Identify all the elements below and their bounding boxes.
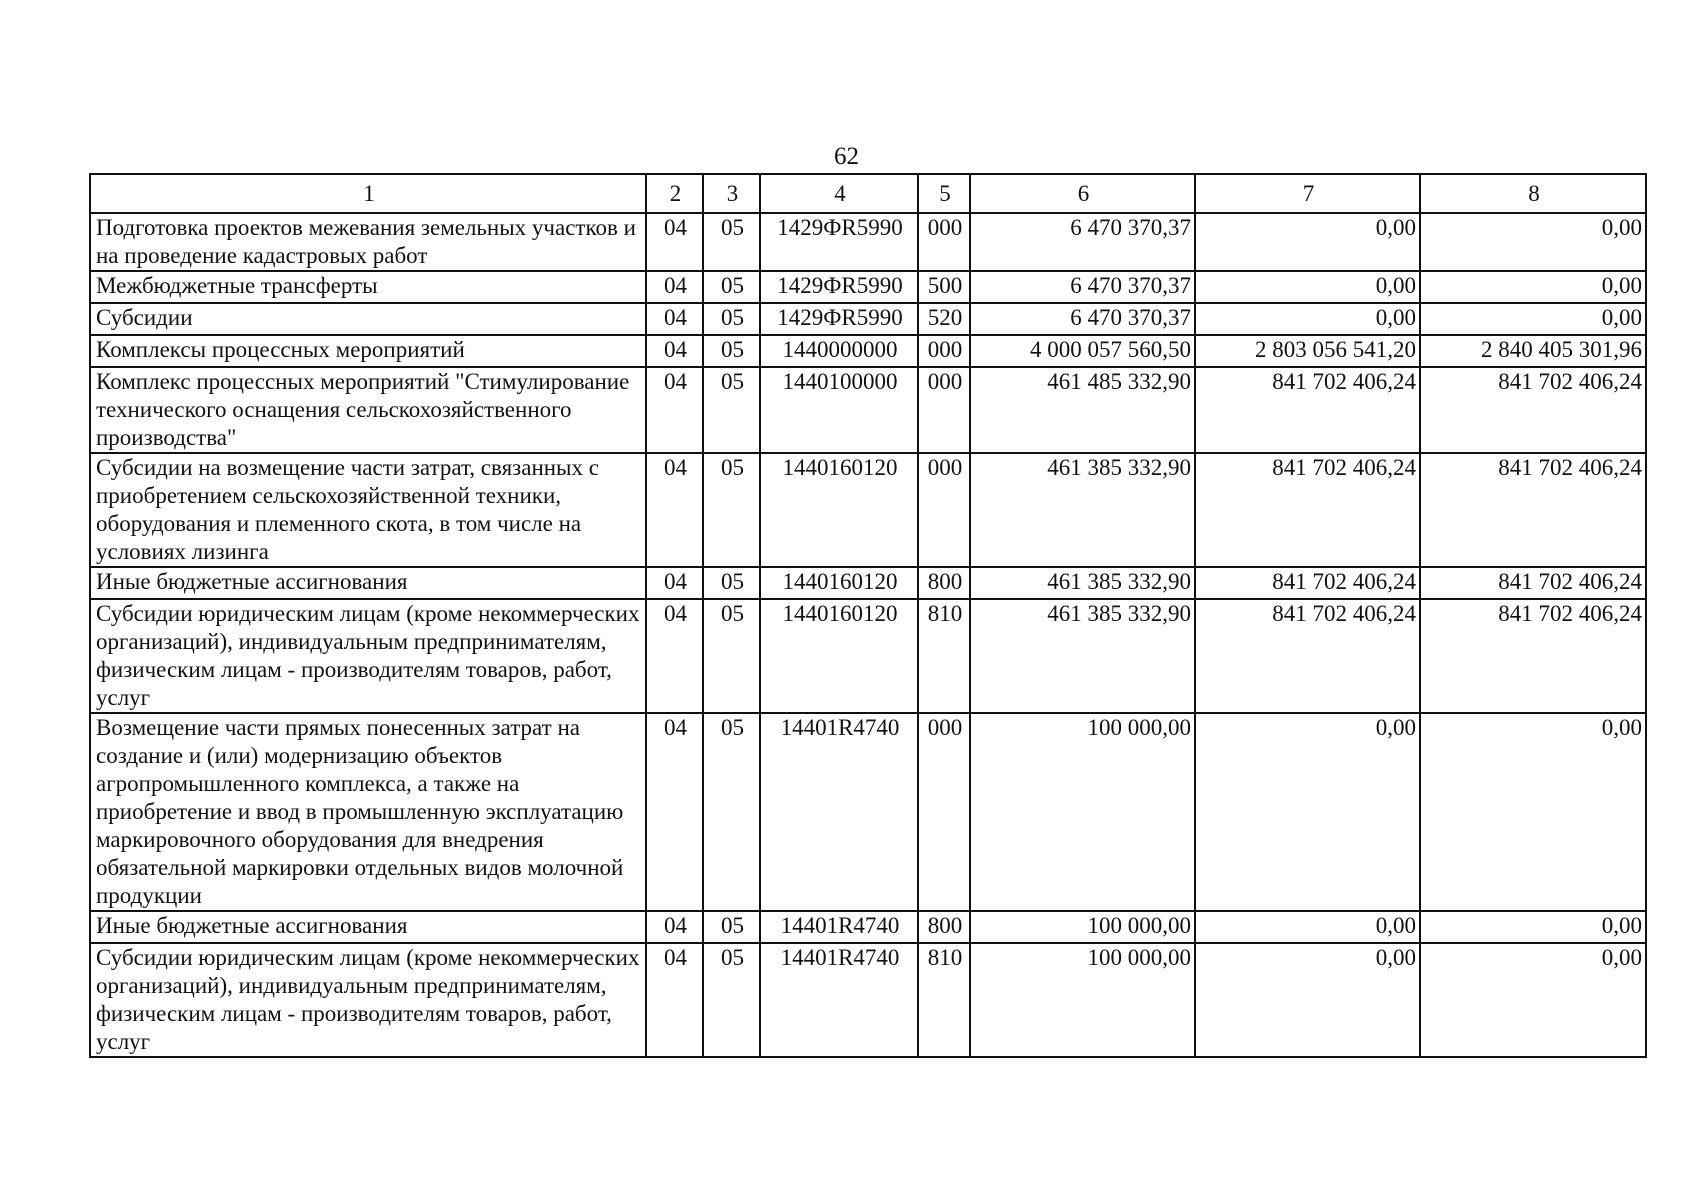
table-row: [90, 453, 1646, 567]
row-section: 04: [646, 911, 703, 943]
row-amount-col6: 6 470 370,37: [970, 271, 1195, 303]
row-section: 04: [646, 599, 703, 713]
table-row: [90, 943, 1646, 1057]
row-target-article: 1440160120: [760, 599, 918, 713]
row-expense-type: 520: [918, 303, 970, 335]
row-target-article: 1429ФR5990: [760, 271, 918, 303]
row-target-article: 1440100000: [760, 367, 918, 453]
row-amount-col8: 0,00: [1420, 943, 1646, 1057]
row-subsection: 05: [703, 367, 760, 453]
row-amount-col6: 461 385 332,90: [970, 599, 1195, 713]
row-section: 04: [646, 367, 703, 453]
row-subsection: 05: [703, 911, 760, 943]
table-row: [90, 213, 1646, 271]
row-amount-col8: 2 840 405 301,96: [1420, 335, 1646, 367]
row-target-article: 14401R4740: [760, 911, 918, 943]
row-name: Возмещение части прямых понесенных затрат на создание и (или) модернизацию объектов агропромышленного комплекса, а также на приобретение и ввод в промышленную эксплуатацию маркировочного оборудования для внедрения обязательной маркировки отдельных видов молочной продукции: [90, 713, 646, 911]
row-name: Иные бюджетные ассигнования: [90, 567, 646, 599]
row-section: 04: [646, 303, 703, 335]
row-subsection: 05: [703, 599, 760, 713]
row-amount-col6: 6 470 370,37: [970, 303, 1195, 335]
header-col-2: 2: [646, 174, 703, 213]
row-amount-col7: 0,00: [1195, 271, 1420, 303]
header-col-7: 7: [1195, 174, 1420, 213]
row-section: 04: [646, 335, 703, 367]
row-amount-col7: 0,00: [1195, 943, 1420, 1057]
row-amount-col8: 0,00: [1420, 303, 1646, 335]
row-expense-type: 000: [918, 335, 970, 367]
row-target-article: 1440160120: [760, 453, 918, 567]
header-col-8: 8: [1420, 174, 1646, 213]
budget-table: [89, 173, 1647, 1058]
row-subsection: 05: [703, 713, 760, 911]
row-amount-col8: 0,00: [1420, 213, 1646, 271]
table-row: [90, 911, 1646, 943]
row-amount-col6: 4 000 057 560,50: [970, 335, 1195, 367]
row-expense-type: 810: [918, 943, 970, 1057]
table-row: [90, 303, 1646, 335]
row-expense-type: 000: [918, 367, 970, 453]
row-amount-col6: 100 000,00: [970, 911, 1195, 943]
row-name: Субсидии: [90, 303, 646, 335]
row-subsection: 05: [703, 303, 760, 335]
row-amount-col8: 841 702 406,24: [1420, 599, 1646, 713]
row-amount-col7: 0,00: [1195, 713, 1420, 911]
table-row: [90, 335, 1646, 367]
header-col-5: 5: [918, 174, 970, 213]
row-section: 04: [646, 271, 703, 303]
table-row: [90, 271, 1646, 303]
row-name: Субсидии юридическим лицам (кроме некоммерческих организаций), индивидуальным предпринимателям, физическим лицам - производителям товаров, работ, услуг: [90, 943, 646, 1057]
row-expense-type: 800: [918, 911, 970, 943]
row-amount-col7: 841 702 406,24: [1195, 599, 1420, 713]
row-subsection: 05: [703, 271, 760, 303]
header-row: [90, 174, 1646, 213]
row-expense-type: 000: [918, 213, 970, 271]
row-expense-type: 500: [918, 271, 970, 303]
row-amount-col8: 841 702 406,24: [1420, 453, 1646, 567]
row-subsection: 05: [703, 943, 760, 1057]
row-subsection: 05: [703, 213, 760, 271]
row-section: 04: [646, 713, 703, 911]
table-row: [90, 599, 1646, 713]
header-col-3: 3: [703, 174, 760, 213]
row-name: Подготовка проектов межевания земельных участков и на проведение кадастровых работ: [90, 213, 646, 271]
row-amount-col6: 461 485 332,90: [970, 367, 1195, 453]
row-amount-col8: 0,00: [1420, 713, 1646, 911]
row-name: Субсидии юридическим лицам (кроме некоммерческих организаций), индивидуальным предпринимателям, физическим лицам - производителям товаров, работ, услуг: [90, 599, 646, 713]
row-amount-col7: 2 803 056 541,20: [1195, 335, 1420, 367]
row-amount-col6: 100 000,00: [970, 943, 1195, 1057]
table-row: [90, 713, 1646, 911]
row-name: Комплекс процессных мероприятий "Стимулирование технического оснащения сельскохозяйственного производства": [90, 367, 646, 453]
row-amount-col7: 0,00: [1195, 213, 1420, 271]
row-target-article: 1429ФR5990: [760, 303, 918, 335]
row-amount-col7: 0,00: [1195, 911, 1420, 943]
row-name: Комплексы процессных мероприятий: [90, 335, 646, 367]
table-row: [90, 567, 1646, 599]
row-amount-col7: 841 702 406,24: [1195, 567, 1420, 599]
row-target-article: 1429ФR5990: [760, 213, 918, 271]
row-amount-col7: 0,00: [1195, 303, 1420, 335]
row-amount-col7: 841 702 406,24: [1195, 453, 1420, 567]
row-subsection: 05: [703, 453, 760, 567]
header-col-1: 1: [90, 174, 646, 213]
row-subsection: 05: [703, 567, 760, 599]
row-expense-type: 810: [918, 599, 970, 713]
row-amount-col8: 0,00: [1420, 271, 1646, 303]
header-col-4: 4: [760, 174, 918, 213]
row-name: Иные бюджетные ассигнования: [90, 911, 646, 943]
row-amount-col8: 0,00: [1420, 911, 1646, 943]
row-expense-type: 000: [918, 713, 970, 911]
row-name: Межбюджетные трансферты: [90, 271, 646, 303]
row-amount-col6: 100 000,00: [970, 713, 1195, 911]
header-col-6: 6: [970, 174, 1195, 213]
row-amount-col6: 6 470 370,37: [970, 213, 1195, 271]
row-section: 04: [646, 943, 703, 1057]
row-amount-col7: 841 702 406,24: [1195, 367, 1420, 453]
row-amount-col8: 841 702 406,24: [1420, 367, 1646, 453]
row-amount-col6: 461 385 332,90: [970, 453, 1195, 567]
row-target-article: 14401R4740: [760, 943, 918, 1057]
page-number: 62: [834, 143, 859, 170]
row-target-article: 1440160120: [760, 567, 918, 599]
row-subsection: 05: [703, 335, 760, 367]
table-row: [90, 367, 1646, 453]
row-section: 04: [646, 567, 703, 599]
row-amount-col6: 461 385 332,90: [970, 567, 1195, 599]
row-target-article: 1440000000: [760, 335, 918, 367]
row-expense-type: 800: [918, 567, 970, 599]
row-section: 04: [646, 453, 703, 567]
row-name: Субсидии на возмещение части затрат, связанных с приобретением сельскохозяйственной техники, оборудования и племенного скота, в том числе на условиях лизинга: [90, 453, 646, 567]
row-target-article: 14401R4740: [760, 713, 918, 911]
row-amount-col8: 841 702 406,24: [1420, 567, 1646, 599]
row-section: 04: [646, 213, 703, 271]
row-expense-type: 000: [918, 453, 970, 567]
